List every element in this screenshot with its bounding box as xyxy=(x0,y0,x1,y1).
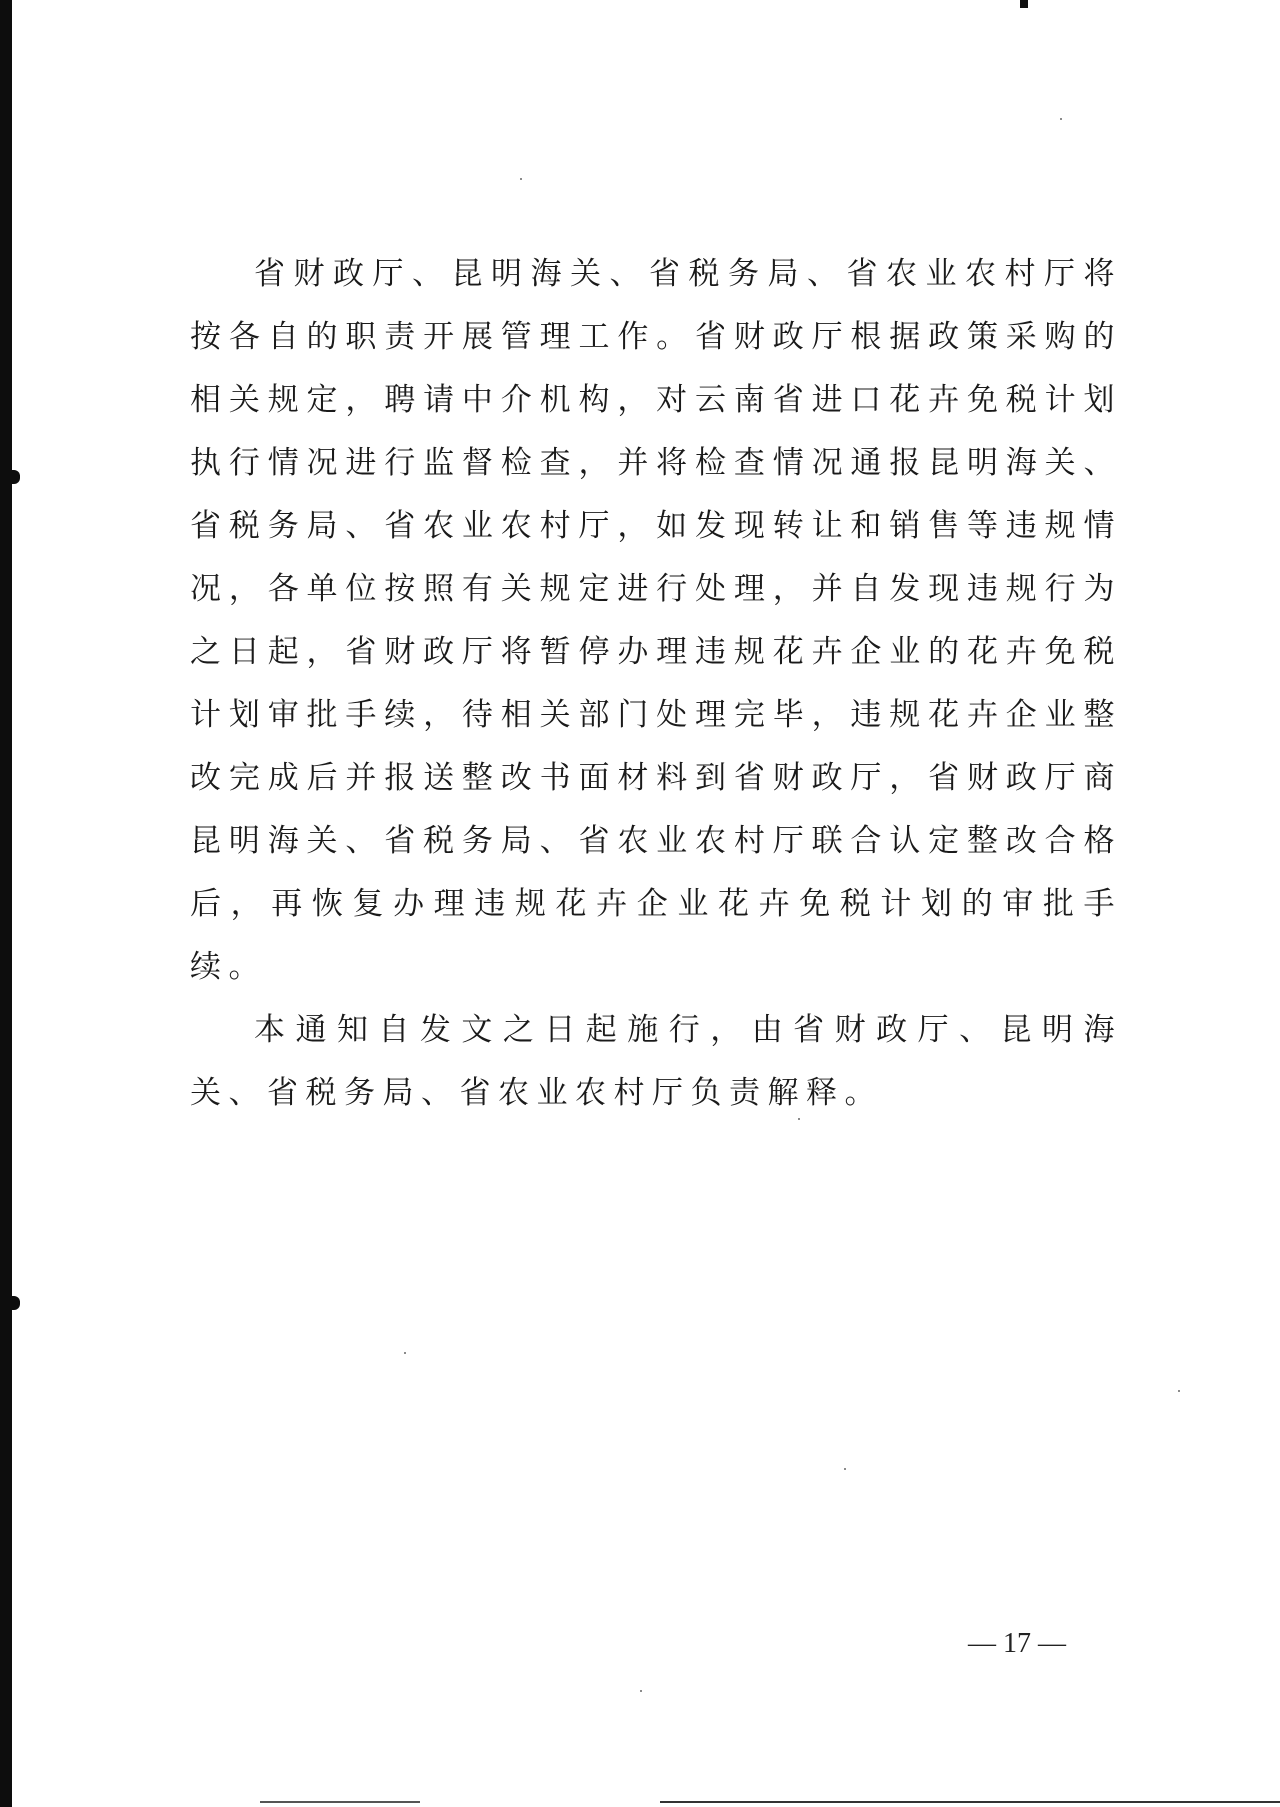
page-number: — 17 — xyxy=(968,1628,1066,1659)
scan-left-edge xyxy=(0,0,12,1807)
scan-edge-mark xyxy=(10,1296,20,1310)
scan-bottom-rule xyxy=(660,1801,1280,1803)
paragraph-management-duties: 省财政厅、昆明海关、省税务局、省农业农村厅将按各自的职责开展管理工作。省财政厅根据政策采购的相关规定，聘请中介机构，对云南省进口花卉免税计划执行情况进行监督检查，并将检查情况通报昆明海关、省税务局、省农业农村厅，如发现转让和销售等违规情况，各单位按照有关规定进行处理，并自发现违规行为之日起，省财政厅将暂停办理违规花卉企业的花卉免税计划审批手续，待相关部门处理完毕，违规花卉企业整改完成后并报送整改书面材料到省财政厅，省财政厅商昆明海关、省税务局、省农业农村厅联合认定整改合格后，再恢复办理违规花卉企业花卉免税计划的审批手续。 xyxy=(190,256,1122,985)
paragraph-effective-date: 本通知自发文之日起施行，由省财政厅、昆明海关、省税务局、省农业农村厅负责解释。 xyxy=(190,1012,1122,1111)
scan-edge-mark xyxy=(10,470,20,484)
scan-speck xyxy=(520,178,522,180)
scan-speck xyxy=(844,1468,846,1470)
document-body xyxy=(190,243,1122,1125)
scan-speck xyxy=(1178,1390,1180,1392)
scan-speck xyxy=(404,1352,406,1354)
scan-bottom-rule xyxy=(260,1801,420,1803)
scan-top-mark xyxy=(1020,0,1028,8)
scan-speck xyxy=(640,1690,642,1692)
scan-speck xyxy=(1060,118,1062,120)
